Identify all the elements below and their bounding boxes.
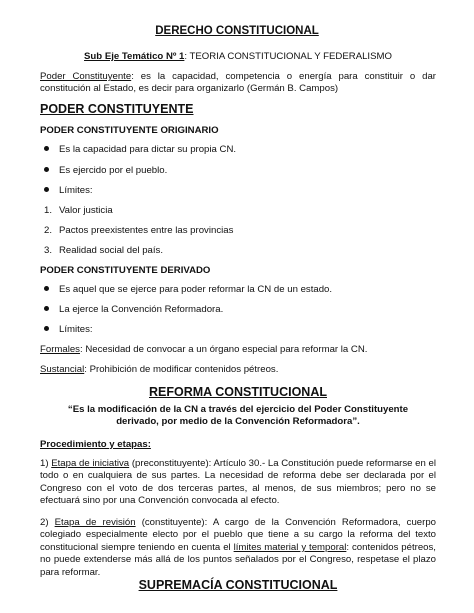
- heading-derivado: PODER CONSTITUYENTE DERIVADO: [40, 265, 211, 276]
- list-item: Límites:: [44, 185, 93, 197]
- list-item: Límites:: [44, 324, 93, 336]
- bullet-icon: [44, 187, 49, 192]
- etapa-revision-term: Etapa de revisión: [54, 517, 136, 528]
- bullet-icon: [44, 306, 49, 311]
- subeje-line: [40, 51, 436, 63]
- subeje-label: Sub Eje Temático Nº 1: [84, 51, 185, 62]
- bullet-icon: [44, 286, 49, 291]
- bullet-icon: [44, 167, 49, 172]
- list-item: Es ejercido por el pueblo.: [44, 165, 167, 177]
- list-item: La ejerce la Convención Reformadora.: [44, 304, 223, 316]
- document-title: DERECHO CONSTITUCIONAL: [155, 25, 319, 37]
- heading-supremacia: SUPREMACÍA CONSTITUCIONAL: [138, 578, 338, 592]
- numbered-item: 2. Pactos preexistentes entre las provincias: [44, 225, 234, 236]
- poder-definition: [40, 71, 436, 96]
- heading-reforma: REFORMA CONSTITUCIONAL: [149, 385, 327, 399]
- poder-def-text: : es la capacidad, competencia o energía para constituir o dar constitución al Estado, es decir para organizarlo (Germán B. Campos): [40, 71, 437, 95]
- etapa-iniciativa-term: Etapa de iniciativa: [51, 458, 130, 469]
- poder-term: Poder Constituyente: [40, 71, 132, 82]
- bullet-icon: [44, 326, 49, 331]
- sustancial-term: Sustancial: [40, 364, 85, 375]
- etapa-iniciativa: 1) Etapa de iniciativa (preconstituyente): Artículo 30.- La Constitución puede reformarse en el todo o en cualquiera de sus partes. La necesidad de reforma debe ser declarada por el Congreso con el voto de dos terceras partes, al menos, de sus miembros; pero no se efectuará sino por una Convención convocada al efecto.: [40, 458, 436, 507]
- numbered-item: 3. Realidad social del país.: [44, 245, 163, 256]
- list-item: Es aquel que se ejerce para poder reformar la CN de un estado.: [44, 284, 332, 296]
- etapa-revision: 2) Etapa de revisión (constituyente): A cargo de la Convención Reformadora, cuerpo colegiado especialmente electo por el pueblo que tiene a su cargo la reforma del texto constitucional siempre teniendo en cuenta el límites material y temporal: contenidos pétreos, no puede extenderse más allá de los puntos señalados por el Congreso, respetase el plazo para reformar.: [40, 517, 437, 578]
- procedimiento-heading: Procedimiento y etapas:: [40, 439, 151, 450]
- bullet-icon: [44, 146, 49, 151]
- limites-term: límites material y temporal: [233, 541, 347, 553]
- subeje-text: : TEORIA CONSTITUCIONAL Y FEDERALISMO: [184, 51, 392, 62]
- heading-originario: PODER CONSTITUYENTE ORIGINARIO: [40, 125, 219, 136]
- formales-term: Formales: [40, 344, 80, 355]
- list-item: Es la capacidad para dictar su propia CN.: [44, 144, 236, 156]
- sustancial-line: Sustancial: Prohibición de modificar contenidos pétreos.: [40, 364, 279, 375]
- formales-line: Formales: Necesidad de convocar a un órgano especial para reformar la CN.: [40, 344, 368, 355]
- numbered-item: 1. Valor justicia: [44, 205, 113, 216]
- heading-poder-constituyente: PODER CONSTITUYENTE: [40, 102, 194, 116]
- reforma-quote: “Es la modificación de la CN a través del ejercicio del Poder Constituyente derivado, por medio de la Convención Reformadora”.: [67, 404, 409, 428]
